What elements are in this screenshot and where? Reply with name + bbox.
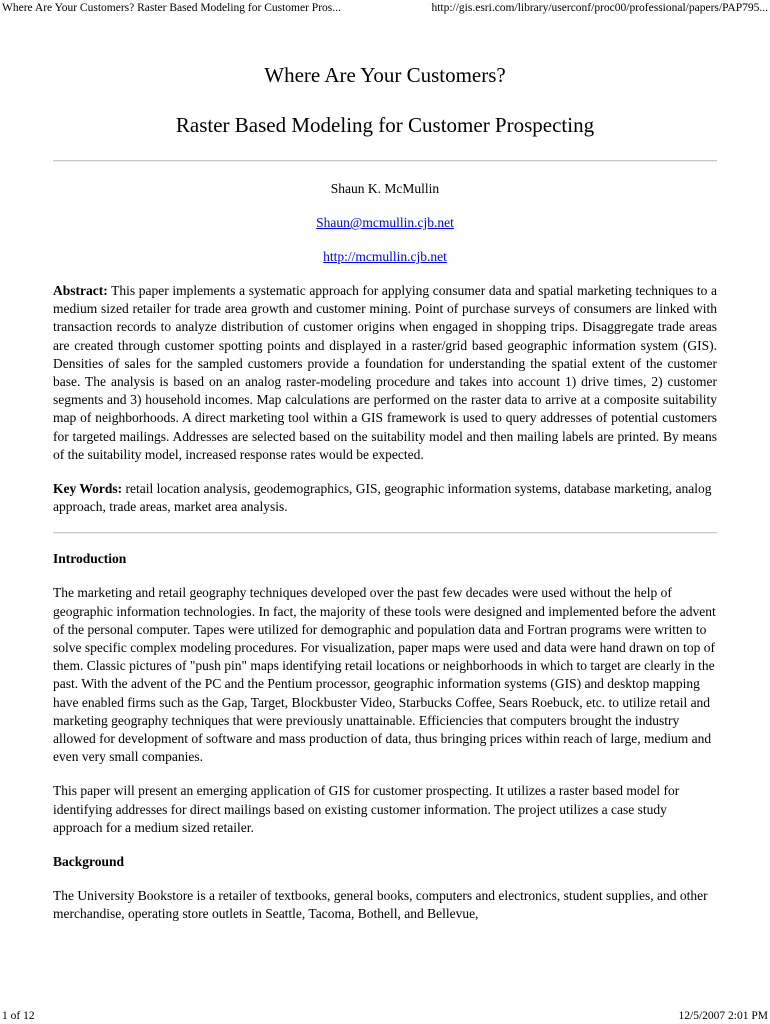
section-divider (53, 532, 717, 534)
introduction-paragraph-1: The marketing and retail geography techniques developed over the past few decades were used without the help of geographic information technologies. In fact, the majority of these tools were designed and implemented before the advent of the personal computer. Tapes were utilized for demographic and population data and Fortran programs were written to solve specific complex modeling procedures. For visualization, paper maps were used and data were hand drawn on top of them. Classic pictures of "push pin" maps identifying retail locations or neighborhoods in which to target are clearly in the past. With the advent of the PC and the Pentium processor, geographic information systems (GIS) and desktop mapping have enabled firms such as the Gap, Target, Blockbuster Video, Starbucks Coffee, Sears Roebuck, etc. to utilize retail and marketing geography techniques that were previously unattainable. Efficiencies that computers brought the industry allowed for development of software and mass production of data, thus bringing prices within reach of large, medium and even very small companies. (53, 585, 716, 765)
abstract-label: Abstract: (53, 283, 108, 298)
author-email-link[interactable]: Shaun@mcmullin.cjb.net (316, 215, 454, 230)
print-header-url: http://gis.esri.com/library/userconf/proc00/professional/papers/PAP795... (431, 2, 768, 14)
author-name: Shaun K. McMullin (330, 181, 440, 196)
print-header (0, 0, 770, 18)
page-number: 1 of 12 (2, 1010, 35, 1022)
author-website-link[interactable]: http://mcmullin.cjb.net (323, 249, 447, 264)
print-footer (0, 1008, 770, 1024)
abstract-paragraph (53, 282, 717, 464)
document-page (53, 62, 717, 923)
background-heading: Background (53, 854, 125, 870)
introduction-heading: Introduction (53, 551, 127, 567)
abstract-text: This paper implements a systematic approach for applying consumer data and spatial marketing techniques to a medium sized retailer for trade area growth and customer mining. Point of purchase surveys of consumers are linked with transaction records to analyze distribution of customer origins when engaged in shopping trips. Disaggregate trade areas are created through customer spotting points and displayed in a raster/grid based geographic information system (GIS). Densities of sales for the sampled customers provide a foundation for understanding the spatial extent of the customer base. The analysis is based on an analog raster-modeling procedure and takes into account 1) drive times, 2) customer segments and 3) household incomes. Map calculations are performed on the raster data to arrive at a composite suitability map of neighborhoods. A direct marketing tool within a GIS framework is used to query addresses of potential customers for targeted mailings. Addresses are selected based on the suitability model and then mailing labels are printed. By means of the suitability model, increased response rates would be expected. (53, 283, 717, 462)
keywords-paragraph (53, 480, 717, 516)
title-divider (53, 160, 717, 162)
print-datetime: 12/5/2007 2:01 PM (678, 1010, 768, 1022)
keywords-text: retail location analysis, geodemographics, GIS, geographic information systems, database marketing, analog approach, trade areas, market area analysis. (53, 481, 712, 515)
paper-title-line1: Where Are Your Customers? (264, 63, 506, 87)
introduction-paragraph-2: This paper will present an emerging application of GIS for customer prospecting. It utilizes a raster based model for identifying addresses for direct mailings based on existing customer information. The project utilizes a case study approach for a medium sized retailer. (53, 783, 680, 835)
background-paragraph-1: The University Bookstore is a retailer of textbooks, general books, computers and electronics, student supplies, and other merchandise, operating store outlets in Seattle, Tacoma, Bothell, and Bellevue, (53, 888, 708, 922)
paper-title-line2: Raster Based Modeling for Customer Prospecting (175, 113, 595, 137)
print-header-title: Where Are Your Customers? Raster Based Modeling for Customer Pros... (2, 2, 341, 14)
keywords-label: Key Words: (53, 481, 123, 497)
